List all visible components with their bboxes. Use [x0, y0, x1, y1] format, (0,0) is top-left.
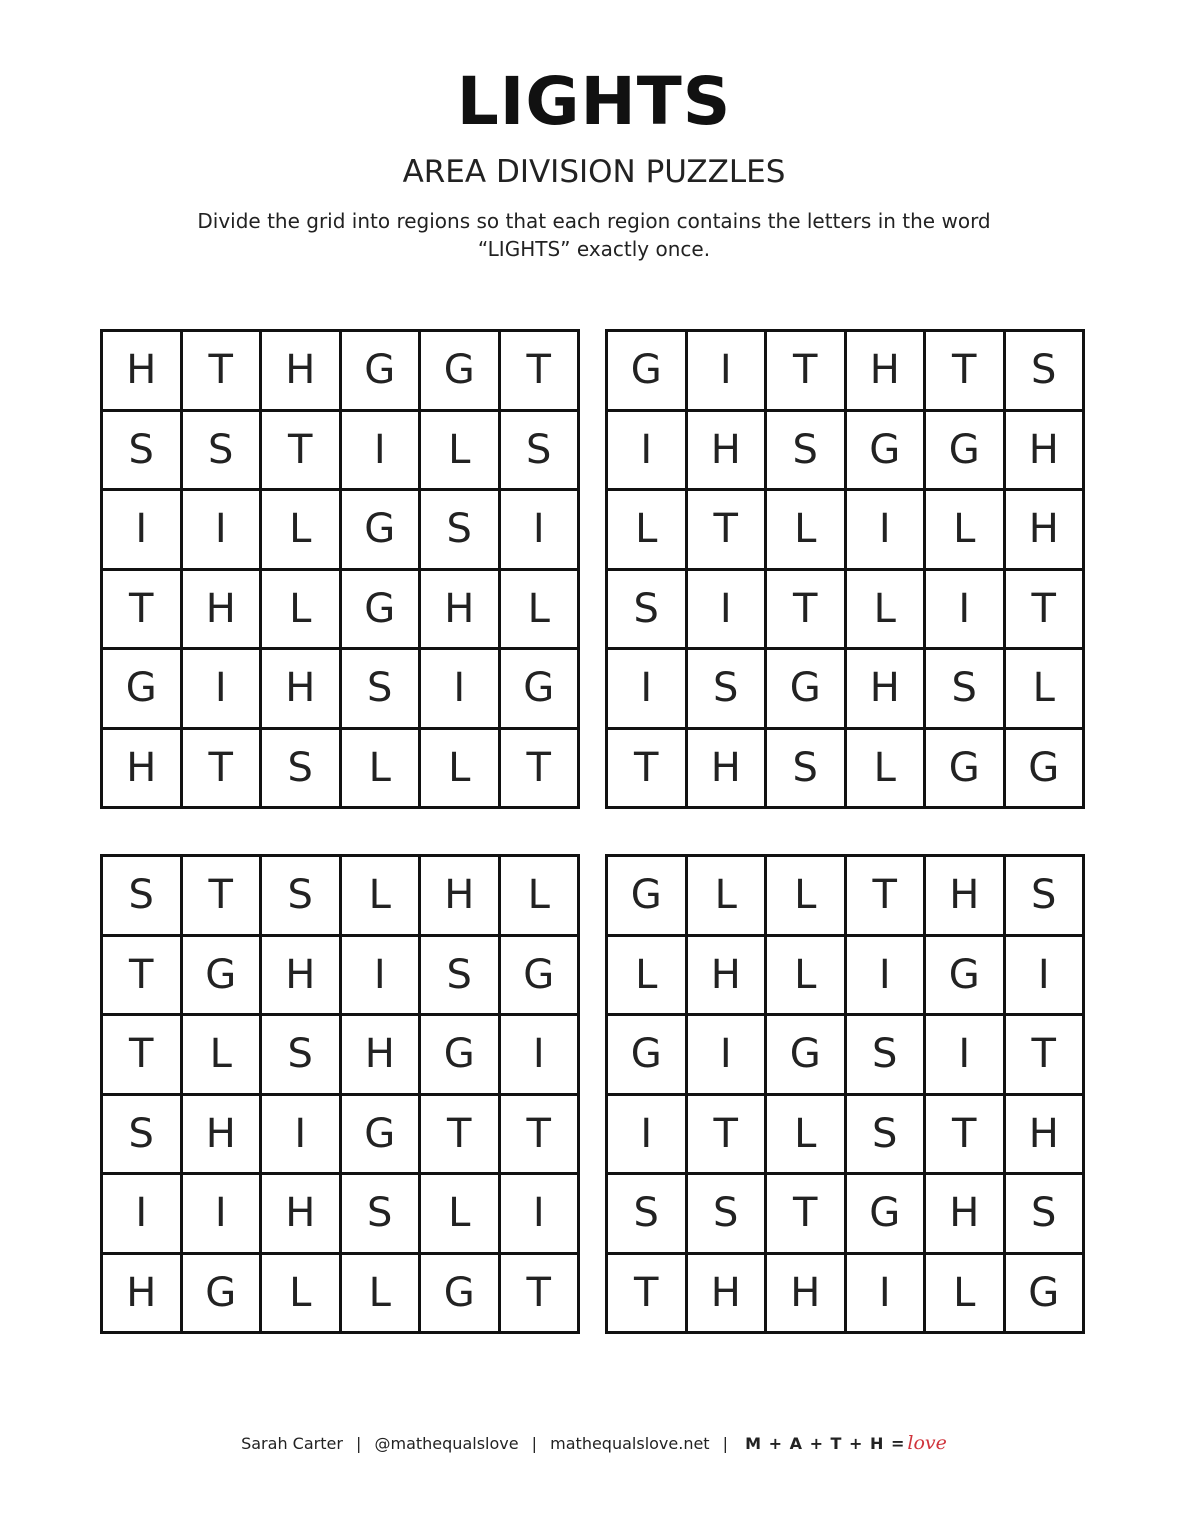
- grid-cell: H: [688, 412, 768, 492]
- grid-cell: I: [688, 571, 768, 651]
- grid-cell: I: [501, 1016, 581, 1096]
- grid-cell: L: [183, 1016, 263, 1096]
- grid-cell: T: [501, 730, 581, 810]
- grid-cell: L: [847, 571, 927, 651]
- grid-cell: I: [847, 491, 927, 571]
- grid-cell: S: [262, 730, 342, 810]
- grid-cell: H: [183, 1096, 263, 1176]
- grid-cell: T: [103, 937, 183, 1017]
- grid-cell: H: [926, 857, 1006, 937]
- grid-cell: S: [1006, 332, 1086, 412]
- grid-cell: I: [608, 650, 688, 730]
- footer: [0, 1432, 1188, 1454]
- grid-cell: H: [688, 1255, 768, 1335]
- grid-cell: I: [688, 1016, 768, 1096]
- grid-cell: H: [1006, 1096, 1086, 1176]
- grid-cell: I: [262, 1096, 342, 1176]
- grid-cell: H: [421, 571, 501, 651]
- grid-cell: I: [103, 491, 183, 571]
- grid-cell: G: [342, 1096, 422, 1176]
- grid-cell: H: [262, 937, 342, 1017]
- grid-cell: L: [767, 937, 847, 1017]
- grid-cell: L: [342, 857, 422, 937]
- grid-cell: H: [847, 650, 927, 730]
- grid-cell: G: [1006, 730, 1086, 810]
- grid-cell: H: [926, 1175, 1006, 1255]
- grid-cell: I: [847, 937, 927, 1017]
- footer-logo-love: love: [907, 1432, 947, 1454]
- grid-cell: T: [183, 332, 263, 412]
- grid-cell: S: [608, 571, 688, 651]
- grid-cell: I: [342, 937, 422, 1017]
- grid-cell: G: [421, 1255, 501, 1335]
- grid-cell: S: [103, 1096, 183, 1176]
- grid-cell: L: [608, 937, 688, 1017]
- grid-cell: G: [767, 650, 847, 730]
- grid-cell: I: [103, 1175, 183, 1255]
- grid-cell: L: [421, 730, 501, 810]
- grid-cell: L: [847, 730, 927, 810]
- grid-cell: L: [767, 857, 847, 937]
- grid-cell: T: [262, 412, 342, 492]
- grid-cell: T: [1006, 571, 1086, 651]
- grid-cell: L: [767, 491, 847, 571]
- grid-cell: H: [1006, 412, 1086, 492]
- grid-cell: I: [183, 491, 263, 571]
- grid-cell: G: [183, 1255, 263, 1335]
- footer-separator: |: [531, 1434, 538, 1453]
- grid-cell: S: [688, 650, 768, 730]
- grid-cell: L: [1006, 650, 1086, 730]
- grid-cell: H: [103, 730, 183, 810]
- grid-cell: H: [767, 1255, 847, 1335]
- grid-cell: G: [926, 412, 1006, 492]
- footer-separator: |: [722, 1434, 729, 1453]
- grid-cell: H: [688, 937, 768, 1017]
- grid-cell: S: [262, 1016, 342, 1096]
- grid-cell: I: [608, 1096, 688, 1176]
- footer-site: mathequalslove.net: [550, 1434, 710, 1453]
- grid-cell: H: [847, 332, 927, 412]
- grid-cell: I: [926, 1016, 1006, 1096]
- grid-cell: S: [767, 412, 847, 492]
- grid-cell: G: [847, 412, 927, 492]
- grid-cell: S: [1006, 857, 1086, 937]
- grid-cell: H: [421, 857, 501, 937]
- grid-cell: L: [767, 1096, 847, 1176]
- footer-logo-text: M + A + T + H =: [745, 1434, 906, 1453]
- grid-cell: I: [342, 412, 422, 492]
- grid-cell: L: [501, 857, 581, 937]
- grid-cell: T: [421, 1096, 501, 1176]
- grid-cell: I: [183, 650, 263, 730]
- grid-cell: T: [688, 1096, 768, 1176]
- grid-cell: G: [847, 1175, 927, 1255]
- grid-cell: G: [501, 650, 581, 730]
- grid-cell: T: [688, 491, 768, 571]
- grid-cell: I: [421, 650, 501, 730]
- footer-author: Sarah Carter: [241, 1434, 343, 1453]
- footer-handle: @mathequalslove: [374, 1434, 519, 1453]
- grid-cell: G: [103, 650, 183, 730]
- puzzle-grid-1: [100, 329, 580, 809]
- grid-cell: G: [926, 730, 1006, 810]
- grid-cell: T: [103, 571, 183, 651]
- grid-cell: L: [926, 491, 1006, 571]
- grid-cell: H: [342, 1016, 422, 1096]
- grid-cell: G: [342, 491, 422, 571]
- grid-cell: G: [421, 1016, 501, 1096]
- grid-cell: G: [421, 332, 501, 412]
- grid-cell: T: [1006, 1016, 1086, 1096]
- grid-cell: T: [501, 332, 581, 412]
- grid-cell: T: [847, 857, 927, 937]
- grid-cell: G: [501, 937, 581, 1017]
- grid-cell: L: [262, 1255, 342, 1335]
- grid-cell: H: [262, 1175, 342, 1255]
- grid-cell: S: [688, 1175, 768, 1255]
- grid-cell: S: [342, 1175, 422, 1255]
- grid-cell: G: [767, 1016, 847, 1096]
- instructions-text: Divide the grid into regions so that each region contains the letters in the word “LIGHTS” exactly once.: [197, 209, 991, 261]
- grid-cell: S: [421, 491, 501, 571]
- grid-cell: I: [847, 1255, 927, 1335]
- grid-cell: T: [767, 1175, 847, 1255]
- grid-cell: T: [767, 332, 847, 412]
- grid-cell: L: [608, 491, 688, 571]
- grid-cell: T: [501, 1255, 581, 1335]
- grid-cell: I: [1006, 937, 1086, 1017]
- grid-cell: S: [847, 1016, 927, 1096]
- grid-cell: L: [926, 1255, 1006, 1335]
- grid-cell: L: [342, 730, 422, 810]
- grid-cell: S: [183, 412, 263, 492]
- grid-cell: G: [926, 937, 1006, 1017]
- grid-cell: S: [342, 650, 422, 730]
- grid-cell: G: [1006, 1255, 1086, 1335]
- grid-cell: T: [926, 332, 1006, 412]
- grid-cell: H: [103, 1255, 183, 1335]
- grid-cell: T: [767, 571, 847, 651]
- puzzle-grid-4: [605, 854, 1085, 1334]
- grid-cell: I: [183, 1175, 263, 1255]
- grid-cell: G: [183, 937, 263, 1017]
- grid-cell: S: [262, 857, 342, 937]
- grid-cell: G: [608, 332, 688, 412]
- puzzle-grid-3: [100, 854, 580, 1334]
- grid-cell: I: [501, 491, 581, 571]
- grid-cell: S: [608, 1175, 688, 1255]
- grid-cell: T: [608, 730, 688, 810]
- grid-cell: L: [342, 1255, 422, 1335]
- grid-cell: S: [103, 412, 183, 492]
- grid-cell: H: [688, 730, 768, 810]
- page-title: LIGHTS: [456, 63, 732, 140]
- grid-cell: S: [103, 857, 183, 937]
- grid-cell: T: [183, 857, 263, 937]
- grid-cell: H: [1006, 491, 1086, 571]
- grid-cell: I: [688, 332, 768, 412]
- grid-cell: T: [501, 1096, 581, 1176]
- grid-cell: H: [262, 332, 342, 412]
- grid-cell: S: [421, 937, 501, 1017]
- grid-cell: I: [501, 1175, 581, 1255]
- grid-cell: T: [608, 1255, 688, 1335]
- grid-cell: L: [688, 857, 768, 937]
- grid-cell: G: [608, 1016, 688, 1096]
- grid-cell: S: [847, 1096, 927, 1176]
- grid-cell: L: [501, 571, 581, 651]
- grid-cell: T: [183, 730, 263, 810]
- grid-cell: T: [926, 1096, 1006, 1176]
- grid-cell: T: [103, 1016, 183, 1096]
- grid-cell: L: [421, 1175, 501, 1255]
- grid-cell: I: [608, 412, 688, 492]
- grid-cell: L: [421, 412, 501, 492]
- footer-separator: |: [356, 1434, 362, 1453]
- grid-cell: L: [262, 571, 342, 651]
- grid-cell: S: [1006, 1175, 1086, 1255]
- puzzle-grid-2: [605, 329, 1085, 809]
- grid-cell: S: [767, 730, 847, 810]
- grid-cell: S: [501, 412, 581, 492]
- grid-cell: G: [342, 332, 422, 412]
- grid-cell: H: [183, 571, 263, 651]
- grid-cell: G: [608, 857, 688, 937]
- grid-cell: H: [103, 332, 183, 412]
- grid-cell: H: [262, 650, 342, 730]
- grid-cell: G: [342, 571, 422, 651]
- page-subtitle: AREA DIVISION PUZZLES: [402, 154, 786, 190]
- grid-cell: L: [262, 491, 342, 571]
- grid-cell: S: [926, 650, 1006, 730]
- grid-cell: I: [926, 571, 1006, 651]
